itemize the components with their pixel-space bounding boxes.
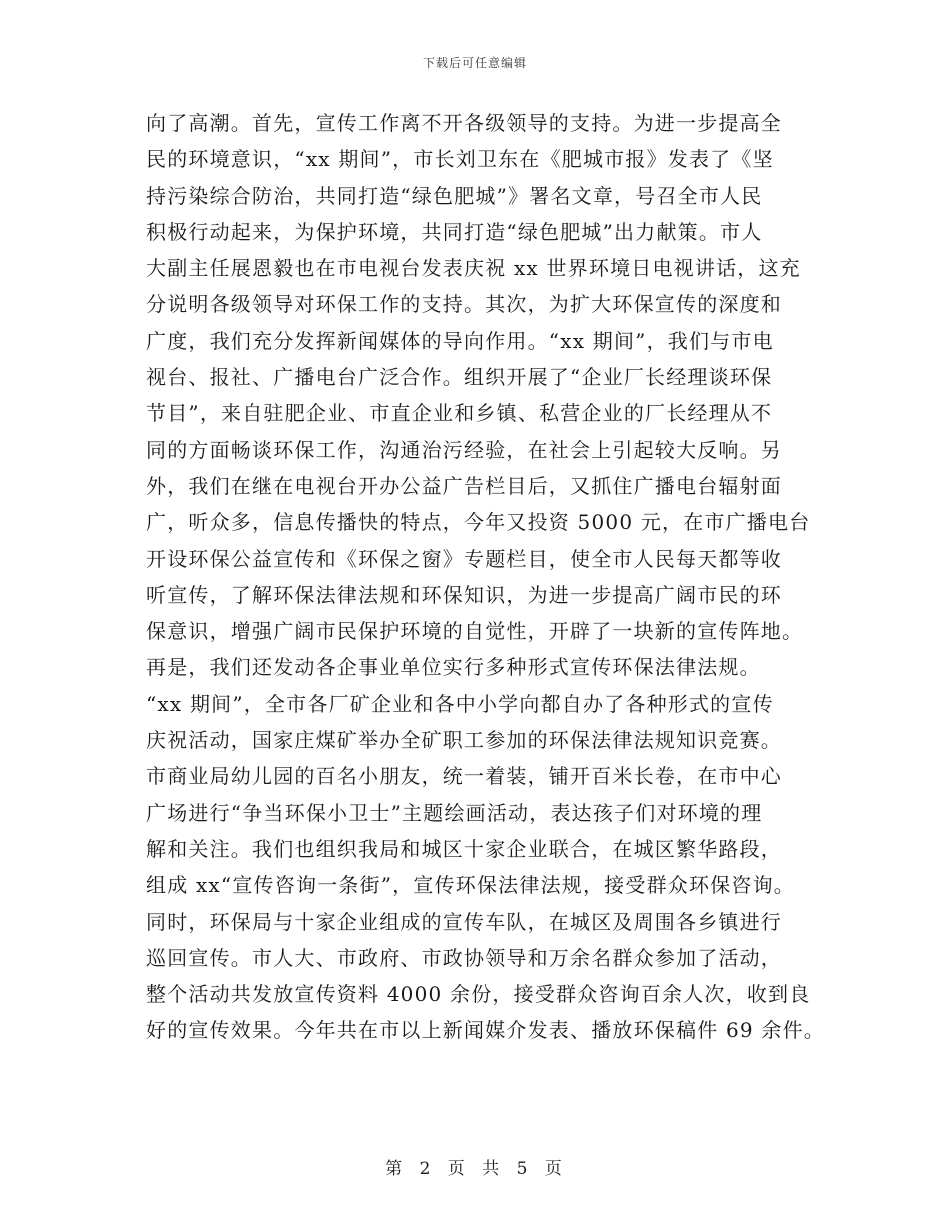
text-line: 广度，我们充分发挥新闻媒体的导向作用。“xx 期间”，我们与市电	[146, 328, 774, 353]
text-line: 组成 xx“宣传咨询一条街”，宣传环保法律法规，接受群众环保咨询。	[146, 873, 795, 898]
text-line: 解和关注。我们也组织我局和城区十家企业联合，在城区繁华路段，	[146, 836, 782, 861]
text-line: 持污染综合防治，共同打造“绿色肥城”》署名文章，号召全市人民	[146, 183, 763, 208]
text-line: 分说明各级领导对环保工作的支持。其次，为扩大环保宣传的深度和	[146, 292, 782, 317]
text-line: 庆祝活动，国家庄煤矿举办全矿职工参加的环保法律法规知识竞赛。	[146, 728, 782, 753]
page-number-footer: 第 2 页 共 5 页	[385, 1159, 565, 1179]
page-header-note: 下载后可任意编辑	[422, 56, 527, 70]
text-line: 整个活动共发放宣传资料 4000 余份，接受群众咨询百余人次，收到良	[146, 982, 811, 1007]
text-line: 开设环保公益宣传和《环保之窗》专题栏目，使全市人民每天都等收	[146, 546, 782, 571]
text-line: 同的方面畅谈环保工作，沟通治污经验，在社会上引起较大反响。另	[146, 437, 782, 462]
text-line: 同时，环保局与十家企业组成的宣传车队，在城区及周围各乡镇进行	[146, 909, 782, 934]
text-line: 市商业局幼儿园的百名小朋友，统一着装，铺开百米长卷，在市中心	[146, 764, 782, 789]
text-line: 节目”，来自驻肥企业、市直企业和乡镇、私营企业的厂长经理从不	[146, 401, 773, 426]
body-text	[146, 105, 825, 1049]
text-line: 听宣传，了解环保法律法规和环保知识，为进一步提高广阔市民的环	[146, 582, 782, 607]
text-line: 广场进行“争当环保小卫士”主题绘画活动，表达孩子们对环境的理	[146, 800, 763, 825]
text-line: 好的宣传效果。今年共在市以上新闻媒介发表、播放环保稿件 69 余件。	[146, 1018, 825, 1043]
text-line: 视台、报社、广播电台广泛合作。组织开展了“企业厂长经理谈环保	[146, 365, 773, 390]
text-line: 向了高潮。首先，宣传工作离不开各级领导的支持。为进一步提高全	[146, 111, 782, 135]
text-line: 积极行动起来，为保护环境，共同打造“绿色肥城”出力献策。市人	[146, 219, 763, 244]
text-line: “xx 期间”，全市各厂矿企业和各中小学向都自办了各种形式的宣传	[146, 691, 774, 716]
text-line: 保意识，增强广阔市民保护环境的自觉性，开辟了一块新的宣传阵地。	[146, 619, 804, 644]
text-line: 巡回宣传。市人大、市政府、市政协领导和万余名群众参加了活动，	[146, 945, 782, 970]
text-line: 外，我们在继在电视台开办公益广告栏目后，又抓住广播电台辐射面	[146, 473, 782, 498]
text-line: 再是，我们还发动各企事业单位实行多种形式宣传环保法律法规。	[146, 655, 761, 680]
text-line: 大副主任展恩毅也在市电视台发表庆祝 xx 世界环境日电视讲话，这充	[146, 256, 801, 281]
text-line: 民的环境意识，“xx 期间”，市长刘卫东在《肥城市报》发表了《坚	[146, 147, 774, 172]
text-line: 广，听众多，信息传播快的特点，今年又投资 5000 元，在市广播电台	[146, 510, 811, 535]
